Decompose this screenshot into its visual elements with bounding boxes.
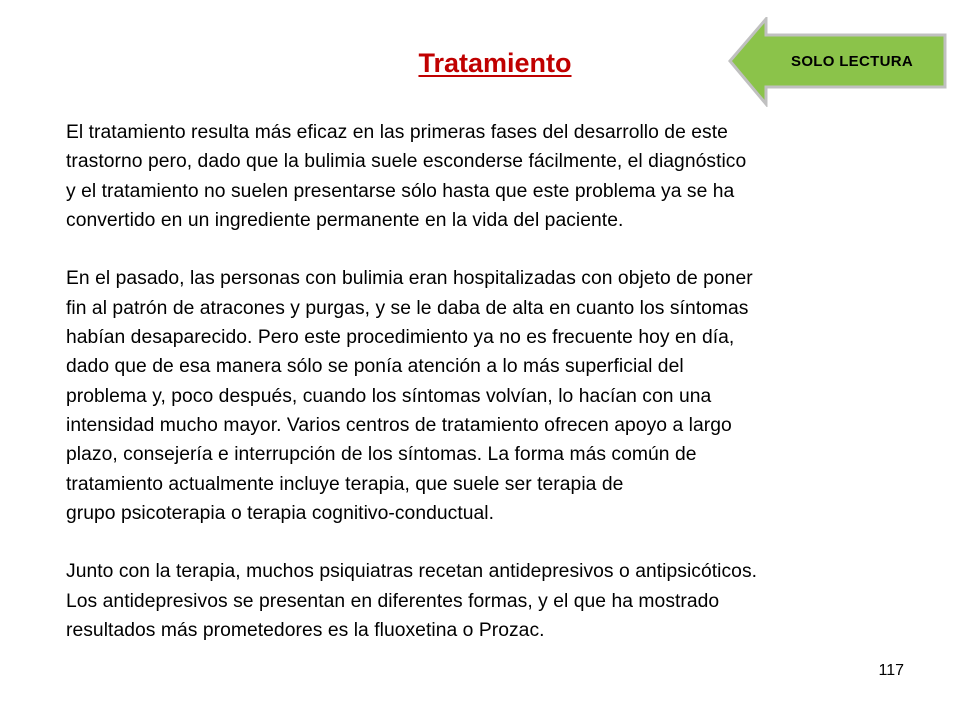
text-line: El tratamiento resulta más eficaz en las primeras fases del desarrollo de este	[66, 122, 728, 143]
slide-title: Tratamiento	[418, 48, 572, 78]
text-line: grupo psicoterapia o terapia cognitivo-conductual.	[66, 502, 495, 524]
paragraph-1	[66, 118, 946, 235]
text-line: Los antidepresivos se presentan en diferentes formas, y el que ha mostrado	[66, 590, 720, 612]
text-line: habían desaparecido. Pero este procedimiento ya no es frecuente hoy en día,	[66, 327, 735, 349]
text-line: fin al patrón de atracones y purgas, y se le daba de alta en cuanto los síntomas	[66, 297, 749, 319]
text-line: intensidad mucho mayor. Varios centros de tratamiento ofrecen apoyo a largo	[66, 414, 732, 436]
text-line: plazo, consejería e interrupción de los síntomas. La forma más común de	[66, 444, 697, 466]
text-line: dado que de esa manera sólo se ponía atención a lo más superficial del	[66, 356, 684, 378]
badge-label: SOLO LECTURA	[791, 53, 913, 70]
text-line: tratamiento actualmente incluye terapia, que suele ser terapia de	[66, 473, 624, 495]
body-text	[66, 118, 946, 675]
text-line: y el tratamiento no suelen presentarse sólo hasta que este problema ya se ha	[66, 180, 735, 202]
page-number: 117	[878, 662, 904, 679]
read-only-badge	[728, 17, 948, 107]
text-line: En el pasado, las personas con bulimia eran hospitalizadas con objeto de poner	[66, 268, 753, 290]
paragraph-3	[66, 557, 946, 645]
text-line: convertido en un ingrediente permanente en la vida del paciente.	[66, 209, 624, 231]
text-line: trastorno pero, dado que la bulimia suele esconderse fácilmente, el diagnóstico	[66, 151, 747, 173]
text-line: resultados más prometedores es la fluoxetina o Prozac.	[66, 620, 545, 642]
text-line: Junto con la terapia, muchos psiquiatras recetan antidepresivos o antipsicóticos.	[66, 561, 758, 583]
paragraph-2	[66, 264, 946, 528]
text-line: problema y, poco después, cuando los síntomas volvían, lo hacían con una	[66, 385, 712, 407]
